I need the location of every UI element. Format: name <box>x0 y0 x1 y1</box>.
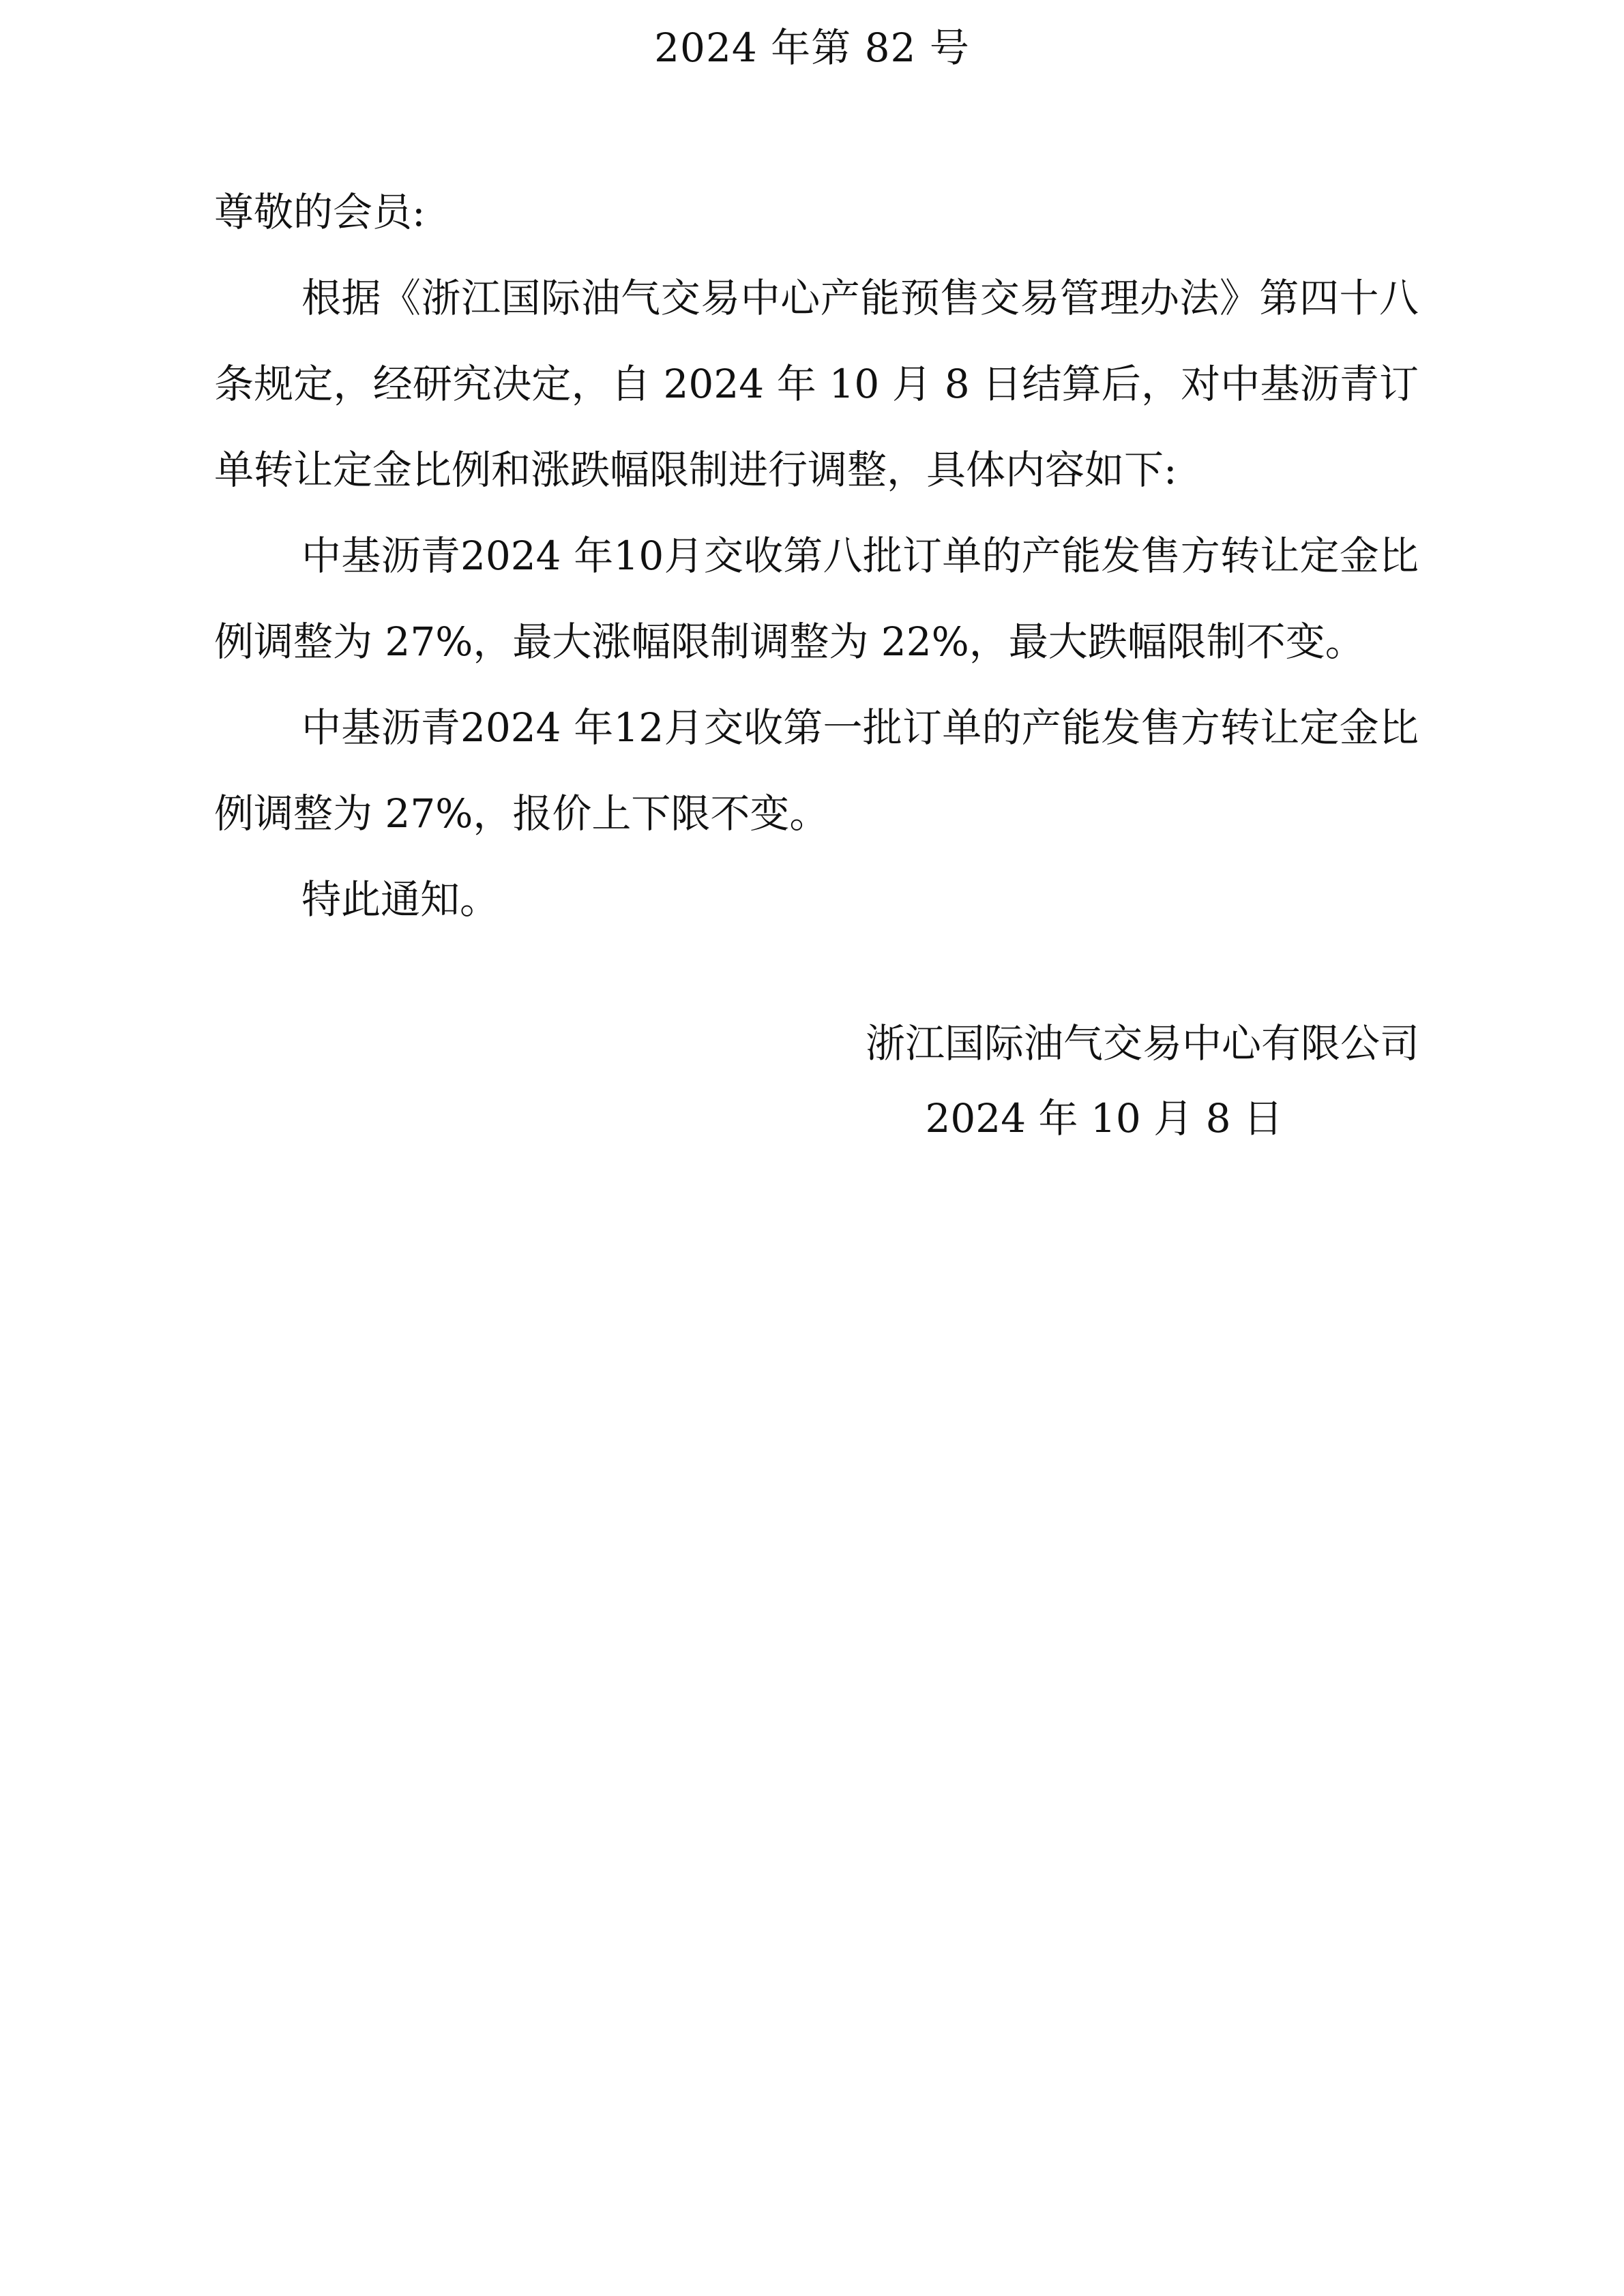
signature-date: 2024 年 10 月 8 日 <box>925 1095 1283 1142</box>
paragraph-closing: 特此通知。 <box>301 876 500 923</box>
paragraph-october-batch: 中基沥青2024 年10月交收第八批订单的产能发售方转让定金比例调整为 27%，最大涨幅限制调整为 22%，最大跌幅限制不变。 <box>214 533 1419 665</box>
paragraph-december-batch: 中基沥青2024 年12月交收第一批订单的产能发售方转让定金比例调整为 27%，报价上下限不变。 <box>214 704 1419 837</box>
paragraph-basis: 根据《浙江国际油气交易中心产能预售交易管理办法》第四十八条规定，经研究决定，自 2024 年 10 月 8 日结算后，对中基沥青订单转让定金比例和涨跌幅限制进行调整，具体内容如下: <box>214 275 1419 493</box>
notice-body <box>214 169 1419 942</box>
signature-block <box>866 1006 1419 1156</box>
document-number: 2024 年第 82 号 <box>654 25 970 71</box>
signature-organization: 浙江国际油气交易中心有限公司 <box>865 1020 1419 1067</box>
salutation: 尊敬的会员: <box>214 189 426 235</box>
